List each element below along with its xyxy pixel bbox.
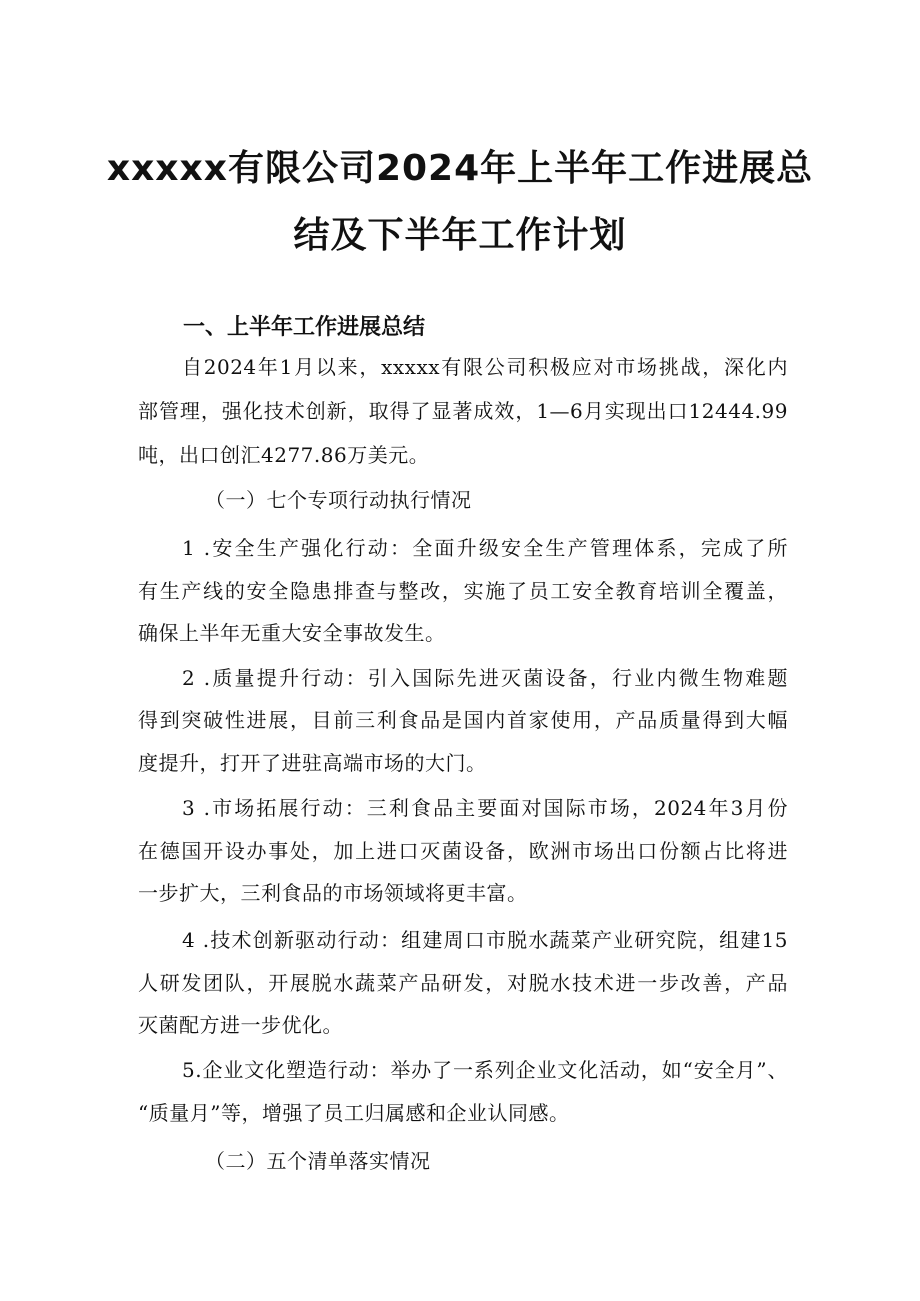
item-1-line-2: 有生产线的安全隐患排查与整改，实施了员工安全教育培训全覆盖， <box>138 579 788 603</box>
item-5-line-1: 5.企业文化塑造行动：举办了一系列企业文化活动，如“安全月”、 <box>182 1058 788 1082</box>
subsection-heading-2: （二）五个清单落实情况 <box>205 1149 431 1173</box>
document-title-line-2: 结及下半年工作计划 <box>293 215 627 256</box>
item-3-line-1: 3 .市场拓展行动：三利食品主要面对国际市场，2024年3月份 <box>182 796 788 820</box>
item-4-line-2: 人研发团队，开展脱水蔬菜产品研发，对脱水技术进一步改善，产品 <box>138 971 788 995</box>
item-4-line-3: 灭菌配方进一步优化。 <box>138 1013 343 1037</box>
item-2-line-3: 度提升，打开了进驻高端市场的大门。 <box>138 751 487 775</box>
intro-line-3: 吨，出口创汇4277.86万美元。 <box>138 443 430 467</box>
intro-line-2: 部管理，强化技术创新，取得了显著成效，1—6月实现出口12444.99 <box>138 399 788 423</box>
intro-line-1: 自2024年1月以来，xxxxx有限公司积极应对市场挑战，深化内 <box>182 355 788 379</box>
item-1-line-3: 确保上半年无重大安全事故发生。 <box>138 621 446 645</box>
section-heading-1: 一、上半年工作进展总结 <box>183 315 426 340</box>
document-title-line-1: xxxxx有限公司2024年上半年工作进展总 <box>106 148 814 189</box>
subsection-heading-1: （一）七个专项行动执行情况 <box>205 488 472 512</box>
item-1-line-1: 1 .安全生产强化行动：全面升级安全生产管理体系，完成了所 <box>182 536 788 560</box>
item-3-line-2: 在德国开设办事处，加上进口灭菌设备，欧洲市场出口份额占比将进 <box>138 839 788 863</box>
item-5-line-2: “质量月”等，增强了员工归属感和企业认同感。 <box>138 1101 570 1125</box>
item-3-line-3: 一步扩大，三利食品的市场领域将更丰富。 <box>138 881 528 905</box>
item-4-line-1: 4 .技术创新驱动行动：组建周口市脱水蔬菜产业研究院，组建15 <box>182 928 788 952</box>
item-2-line-1: 2 .质量提升行动：引入国际先进灭菌设备，行业内微生物难题 <box>182 666 788 690</box>
item-2-line-2: 得到突破性进展，目前三利食品是国内首家使用，产品质量得到大幅 <box>138 708 788 732</box>
